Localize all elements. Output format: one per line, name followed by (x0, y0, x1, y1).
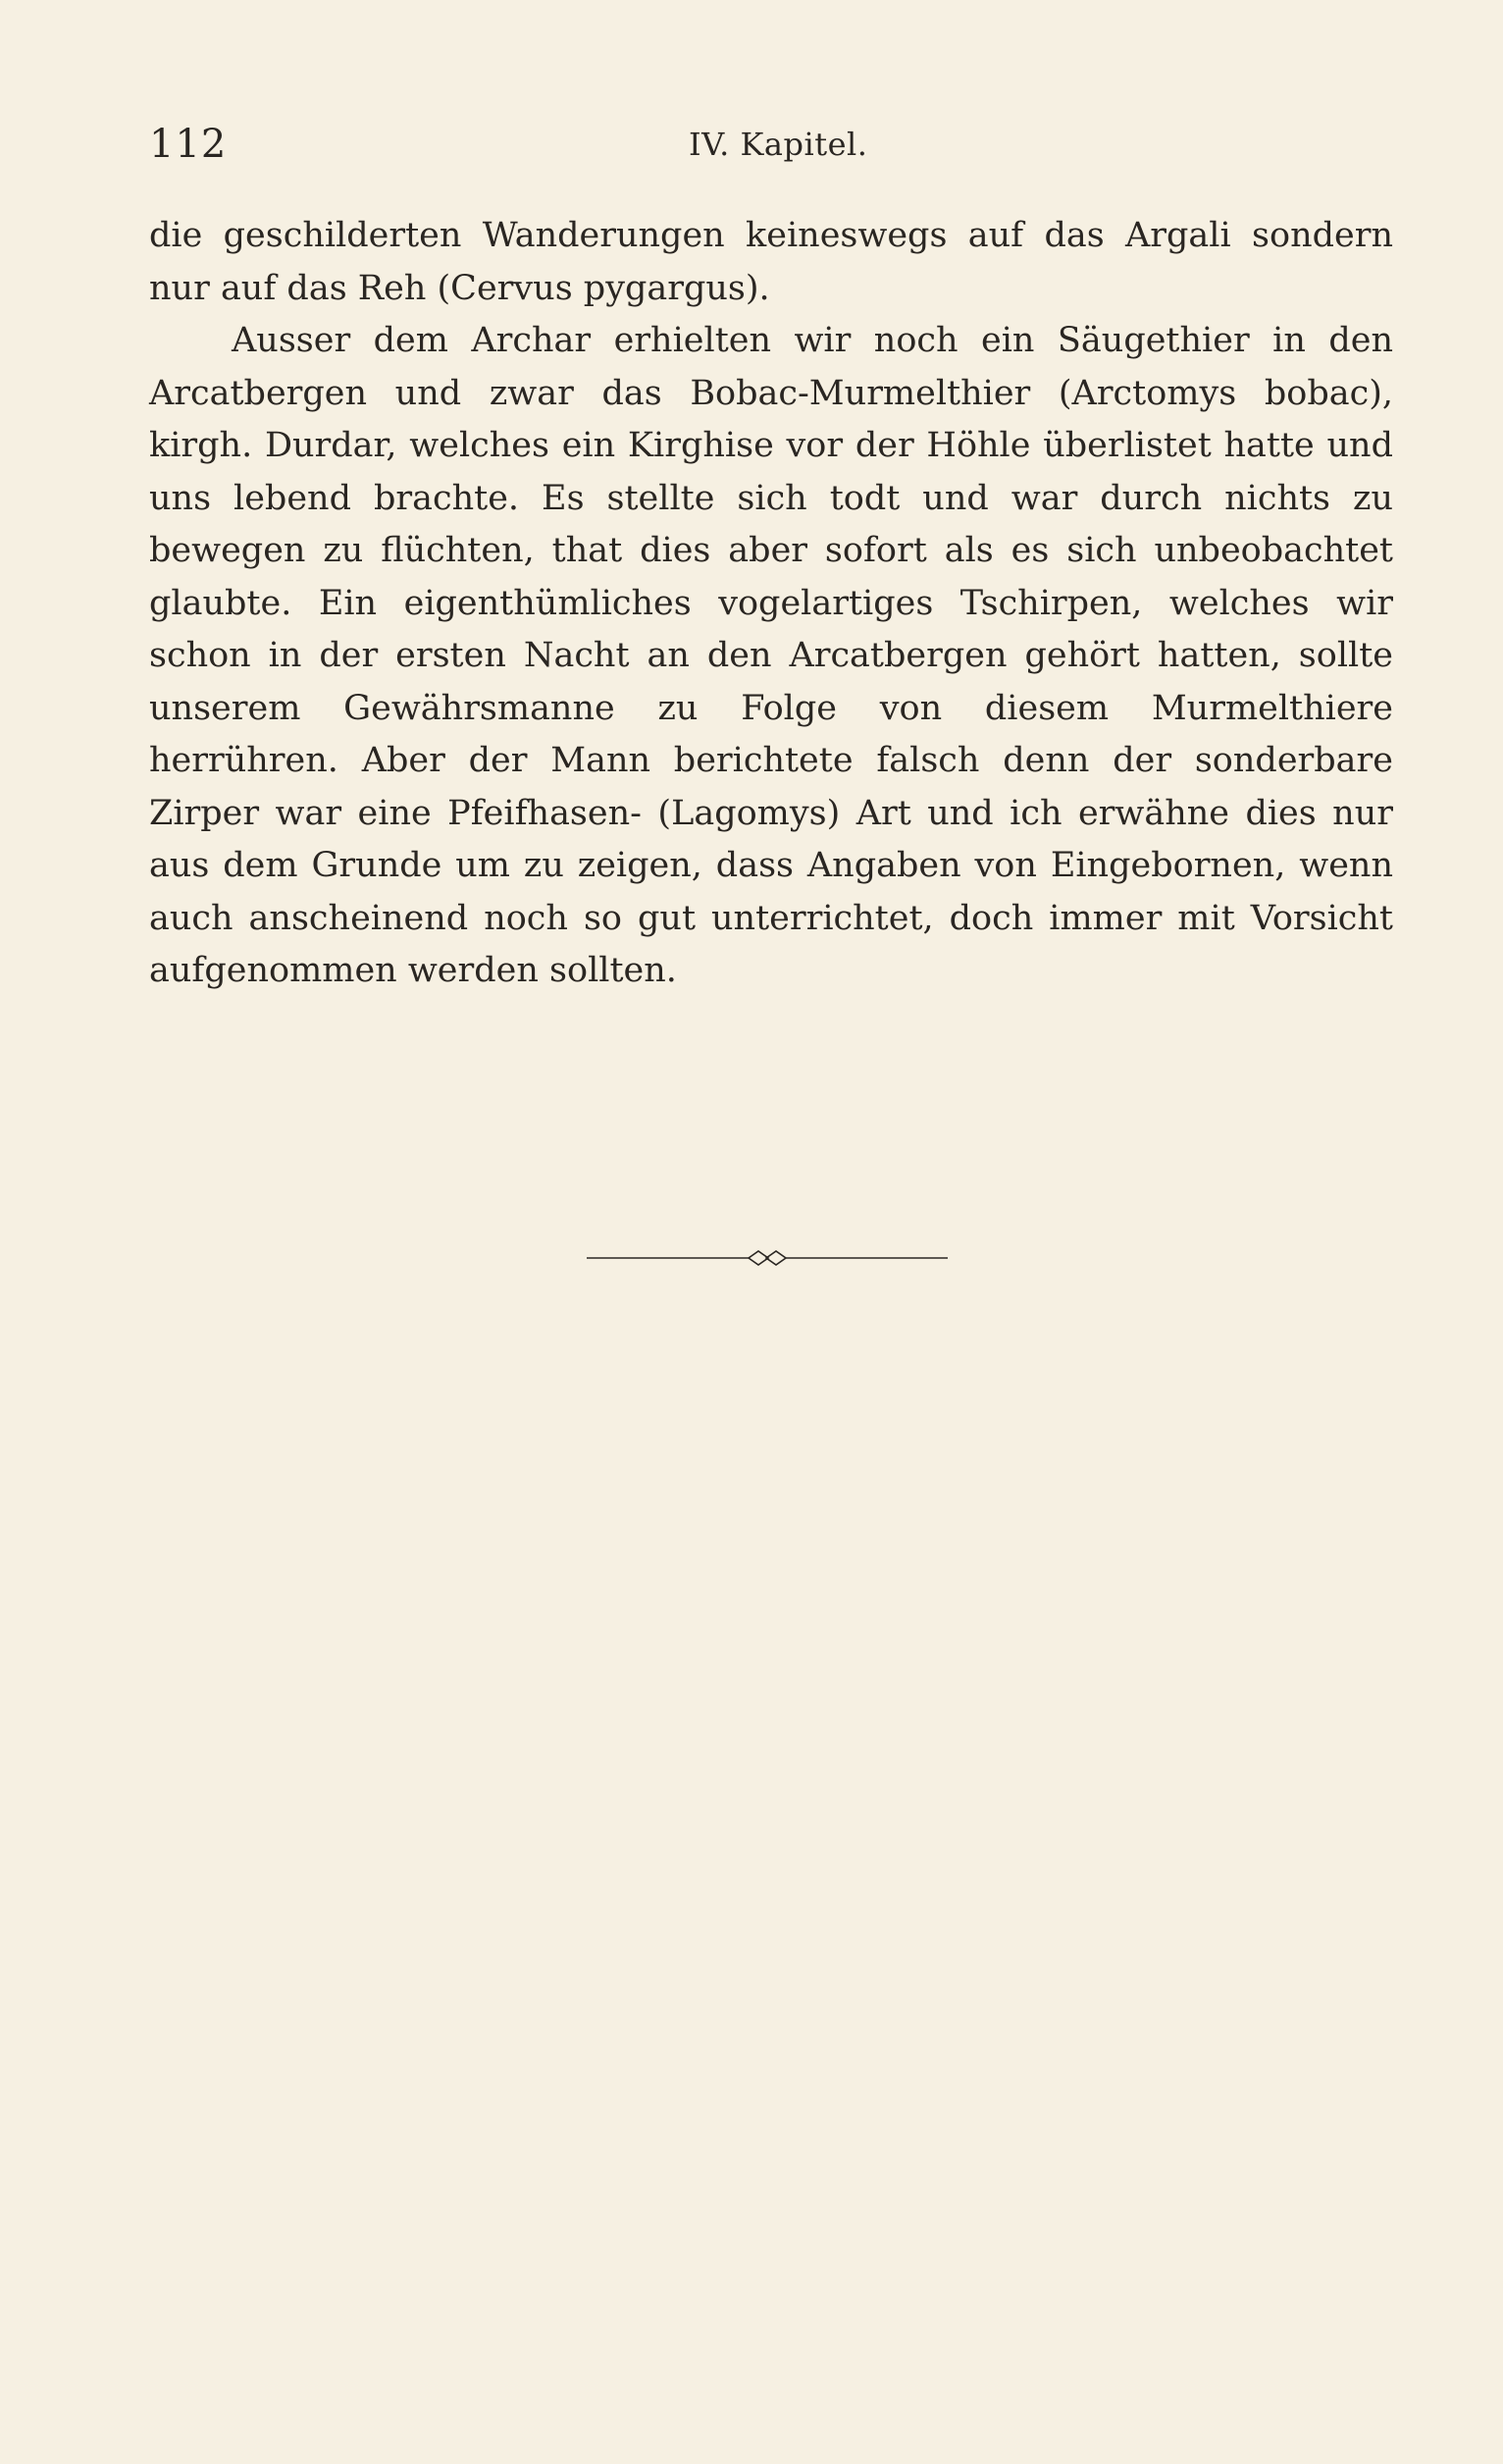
section-end-ornament-icon (587, 1243, 948, 1273)
paragraph-1: die geschilderten Wanderungen keineswegs auf das Argali sondern nur auf das Reh (Cervus pygargus). (149, 216, 1393, 308)
body-text (149, 210, 1393, 998)
running-head: IV. Kapitel. (689, 126, 868, 163)
page-header (149, 122, 1395, 171)
paragraph-2: Ausser dem Archar erhielten wir noch ein Säugethier in den Arcatbergen und zwar das Bobac-Murmelthier (Arctomys bobac), kirgh. Durdar, welches ein Kirghise vor der Höhle überlistet hatte und uns lebend brachte. Es stellte sich todt und war durch nichts zu bewegen zu flüchten, that dies aber sofort als es sich unbeobachtet glaubte. Ein eigenthümliches vogelartiges Tschirpen, welches wir schon in der ersten Nacht an den Arcatbergen gehört hatten, sollte unserem Gewährsmanne zu Folge von diesem Murmelthiere herrühren. Aber der Mann berichtete falsch denn der sonderbare Zirper war eine Pfeifhasen- (Lagomys) Art und ich erwähne dies nur aus dem Grunde um zu zeigen, dass Angaben von Eingebornen, wenn auch anscheinend noch so gut unterrichtet, doch immer mit Vorsicht aufgenommen werden sollten. (149, 321, 1393, 990)
page-number: 112 (149, 122, 228, 167)
